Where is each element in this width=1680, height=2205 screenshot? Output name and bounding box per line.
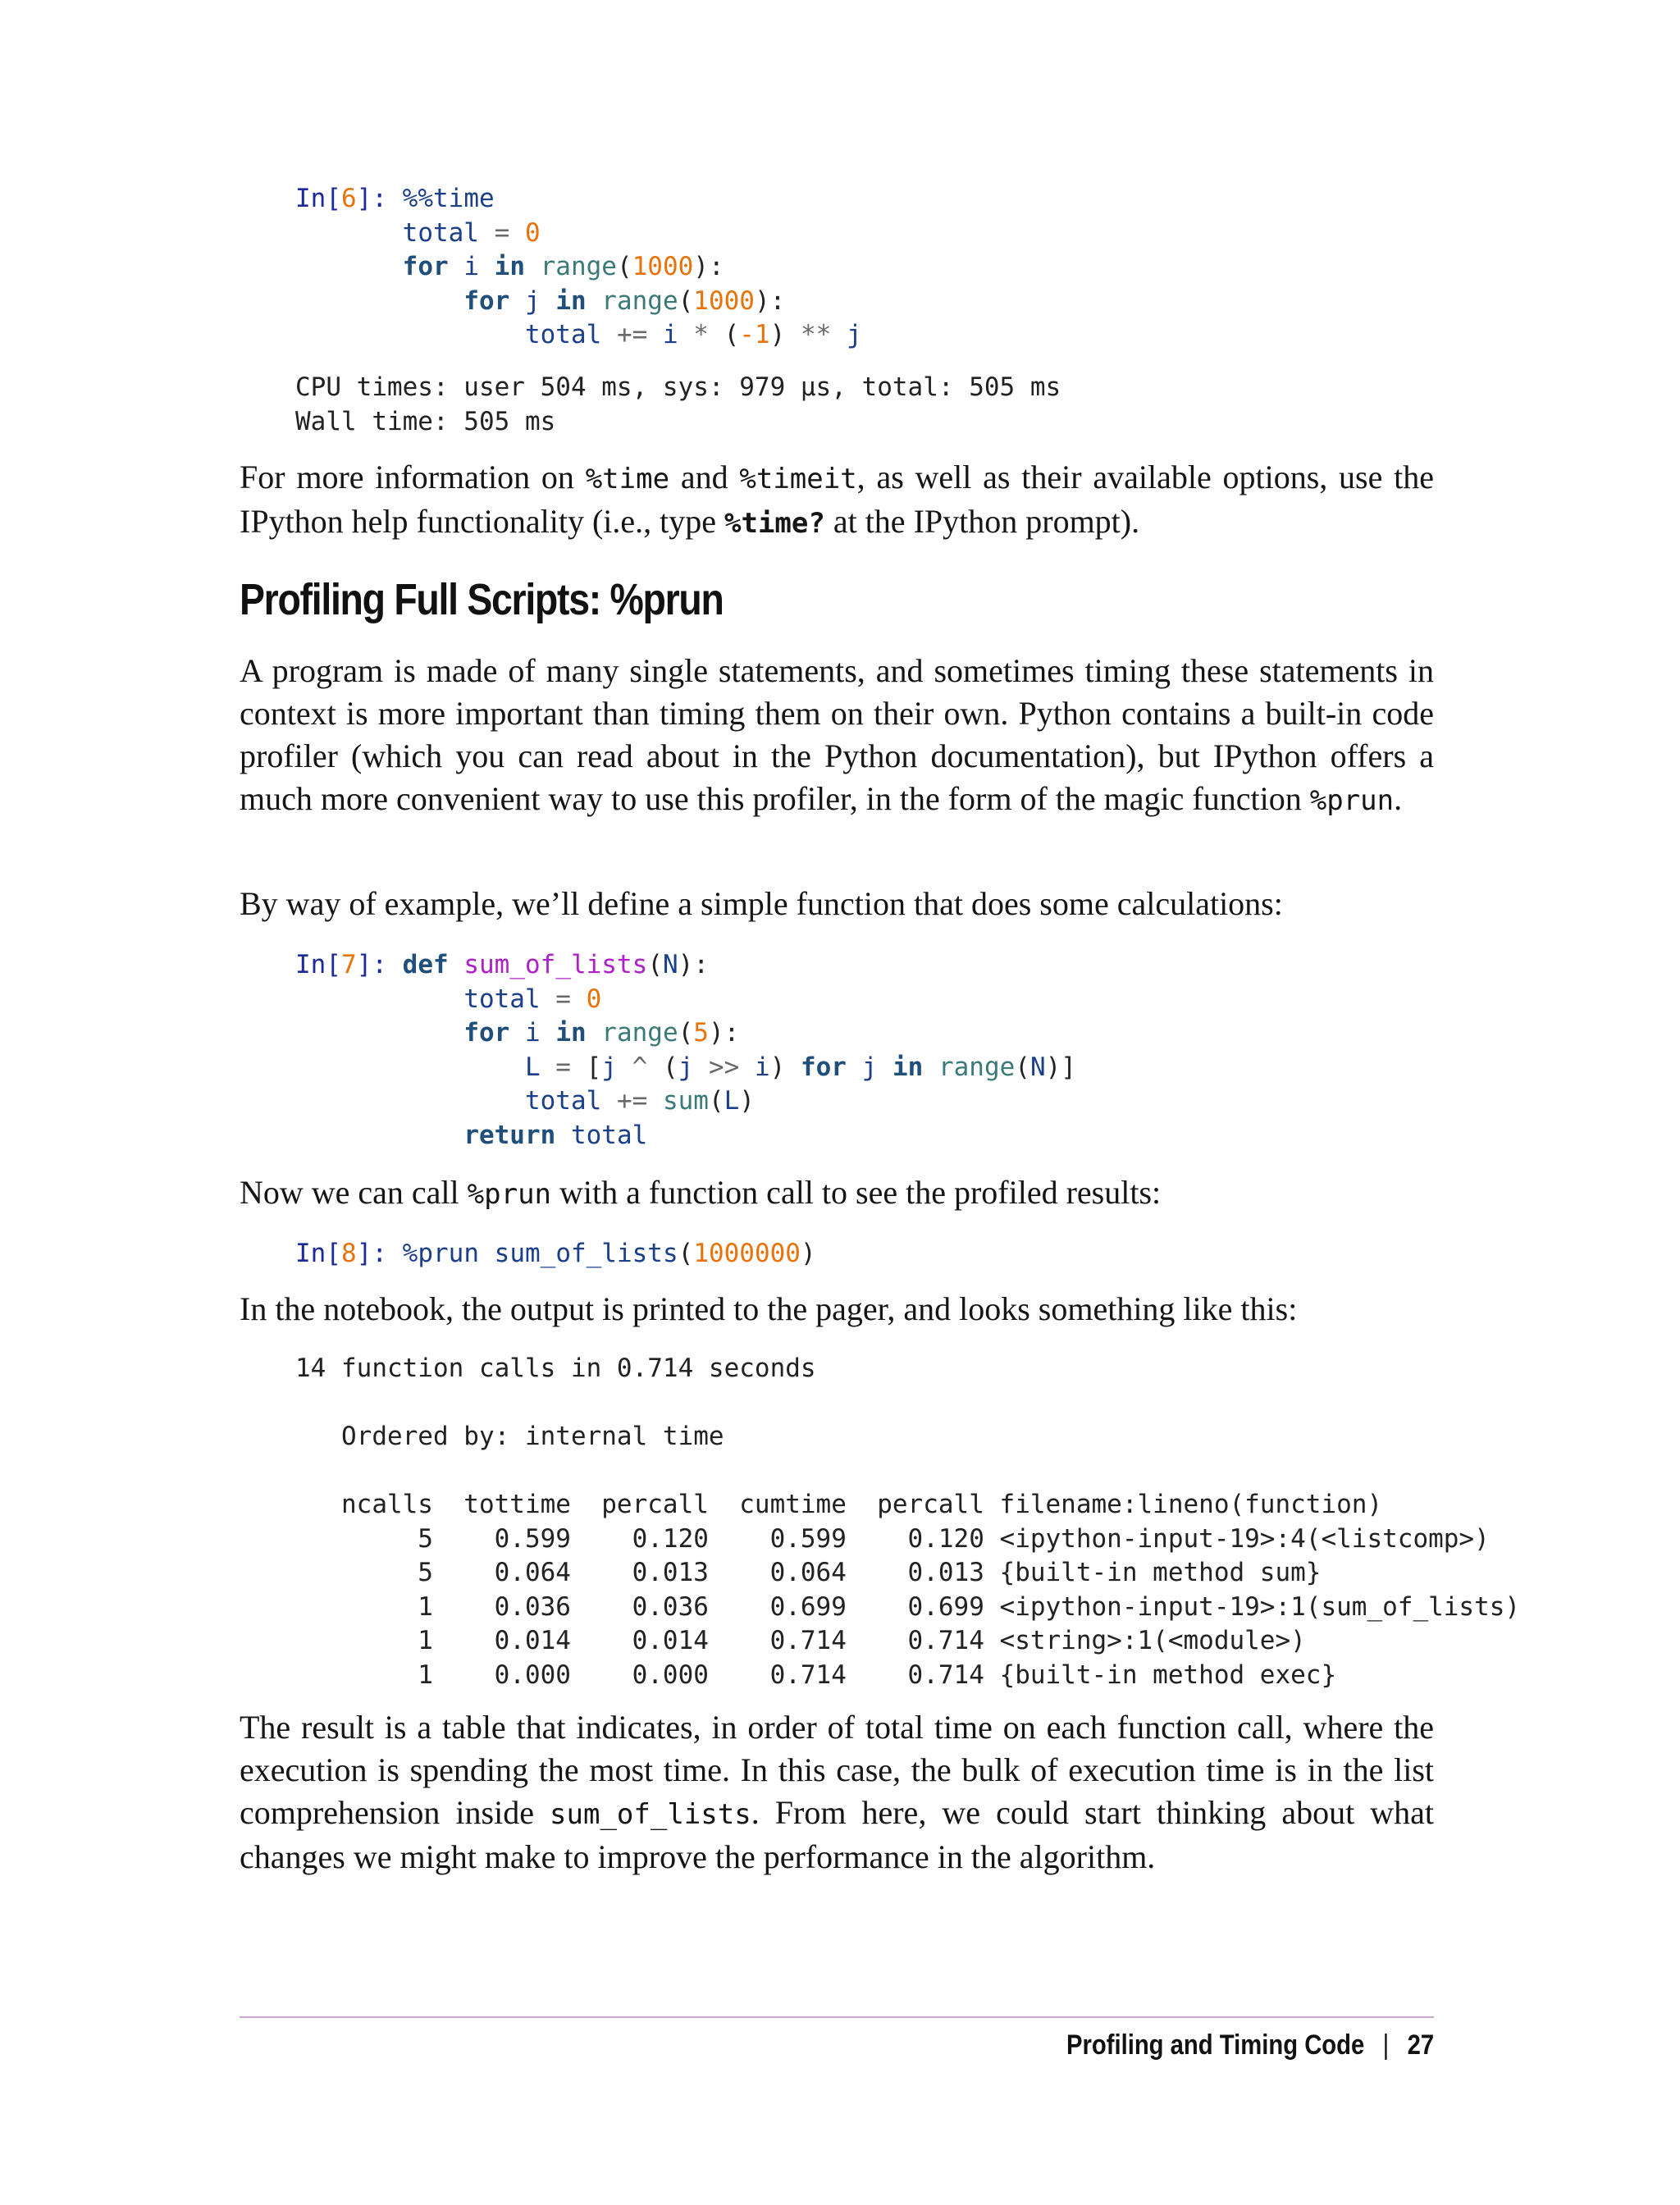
prompt-number: 8 bbox=[341, 1239, 357, 1268]
code-token: j bbox=[601, 1052, 617, 1082]
code-token: ) bbox=[739, 1086, 755, 1116]
code-token: ) bbox=[769, 1052, 801, 1082]
inline-code: %prun bbox=[467, 1178, 552, 1211]
inline-code: %timeit bbox=[739, 463, 857, 495]
code-token: 0 bbox=[524, 217, 541, 248]
profile-header: ncalls tottime percall cumtime percall filename:lineno(function) bbox=[295, 1490, 1383, 1519]
paragraph-result bbox=[240, 1706, 1434, 1879]
text-run: For more information on bbox=[240, 459, 586, 495]
paragraph-prun-intro bbox=[240, 650, 1434, 822]
magic-command: %%time bbox=[402, 184, 495, 213]
code-token: for bbox=[463, 1018, 510, 1048]
text-run: , as well as their available options, use the IPython help functionality (i.e., type bbox=[240, 459, 1434, 540]
profile-row: 1 0.036 0.036 0.699 0.699 <ipython-input-19>:1(sum_of_lists) bbox=[295, 1591, 1521, 1622]
code-token: j bbox=[846, 320, 862, 349]
code-token: ( bbox=[678, 1018, 694, 1048]
paragraph-time-help bbox=[240, 456, 1434, 545]
code-token: >> bbox=[693, 1052, 755, 1082]
paragraph-example: By way of example, we’ll define a simple function that does some calculations: bbox=[240, 885, 1283, 922]
code-token: i bbox=[509, 1018, 556, 1048]
inline-code: %time bbox=[585, 463, 670, 495]
code-token: total bbox=[463, 984, 541, 1014]
prompt-close: ]: bbox=[356, 1239, 403, 1268]
code-token: = bbox=[540, 984, 587, 1014]
code-cell-6 bbox=[295, 182, 862, 353]
code-token: ** bbox=[785, 320, 847, 349]
code-token: def bbox=[402, 950, 449, 979]
magic-command: %prun bbox=[402, 1239, 479, 1268]
code-token: ): bbox=[678, 950, 709, 979]
profile-ordered-by: Ordered by: internal time bbox=[295, 1422, 724, 1451]
code-token: )] bbox=[1045, 1052, 1076, 1082]
code-token: ) bbox=[800, 1239, 816, 1268]
text-run: A program is made of many single statements, and sometimes timing these statements in context is more important than timing them on their own. Python contains a built-in code profiler (which you can read about in the Python documentation), but IPython offers a much more convenient way to use this profiler, in the form of the magic function bbox=[240, 652, 1434, 817]
prompt-close: ]: bbox=[356, 184, 403, 213]
paragraph-call-prun bbox=[240, 1171, 1434, 1216]
text-run: . From here, we could start thinking about what changes we might make to improve the performance in the algorithm. bbox=[240, 1794, 1435, 1875]
text-run: at the IPython prompt). bbox=[824, 503, 1140, 540]
code-token: 0 bbox=[586, 984, 602, 1014]
profile-row: 1 0.000 0.000 0.714 0.714 {built-in method exec} bbox=[295, 1659, 1337, 1690]
inline-code: %prun bbox=[1309, 784, 1395, 817]
text-run: The result is a table that indicates, in order of total time on each function call, where the execution is spending the most time. In this case, the bulk of execution time is in the list comprehension inside bbox=[240, 1709, 1434, 1831]
inline-code: %time? bbox=[724, 507, 825, 540]
footer-section-title: Profiling and Timing Code bbox=[1066, 2029, 1365, 2061]
text-run: Now we can call bbox=[240, 1174, 468, 1211]
code-token: i bbox=[662, 320, 678, 349]
output-cell-6 bbox=[295, 371, 1061, 439]
code-token: += bbox=[601, 1086, 663, 1116]
code-token: ( bbox=[678, 285, 694, 316]
code-token: = bbox=[478, 217, 525, 248]
profile-row: 5 0.064 0.013 0.064 0.013 {built-in method sum} bbox=[295, 1558, 1322, 1587]
prompt-close: ]: bbox=[356, 950, 403, 979]
footer-rule bbox=[240, 2016, 1434, 2018]
code-token: ( bbox=[647, 950, 663, 979]
code-token: * bbox=[678, 320, 724, 349]
code-token: i bbox=[754, 1052, 770, 1082]
code-token: range bbox=[923, 1052, 1016, 1082]
prompt-in: In[ bbox=[295, 950, 341, 979]
code-token: 1000000 bbox=[693, 1239, 801, 1268]
code-token: range bbox=[586, 285, 678, 316]
footer-separator: | bbox=[1382, 2029, 1390, 2061]
code-token: total bbox=[555, 1120, 648, 1150]
prompt-number: 6 bbox=[341, 184, 357, 213]
profile-row: 5 0.599 0.120 0.599 0.120 <ipython-input-19>:4(<listcomp>) bbox=[295, 1523, 1490, 1554]
code-token: sum_of_lists bbox=[448, 950, 648, 979]
code-token: range bbox=[586, 1018, 678, 1048]
code-token: in bbox=[892, 1052, 924, 1082]
code-token: ): bbox=[754, 285, 786, 316]
code-token: ( bbox=[1015, 1052, 1030, 1082]
code-token: ): bbox=[693, 252, 724, 281]
page-footer bbox=[1066, 2029, 1434, 2061]
text-run: . bbox=[1394, 780, 1403, 817]
code-token: 1000 bbox=[632, 252, 694, 281]
code-token: = bbox=[540, 1052, 587, 1082]
profile-output bbox=[295, 1352, 1520, 1692]
code-token: N bbox=[662, 950, 678, 979]
code-token: ) bbox=[769, 320, 786, 349]
code-token: total bbox=[402, 217, 479, 248]
prompt-in: In[ bbox=[295, 1239, 341, 1268]
code-token: for bbox=[402, 252, 449, 281]
code-token: range bbox=[524, 252, 617, 281]
code-token: 1000 bbox=[693, 285, 755, 316]
code-token: in bbox=[555, 285, 587, 316]
code-token: ( bbox=[662, 1052, 678, 1082]
code-cell-8 bbox=[295, 1237, 816, 1271]
text-run: and bbox=[669, 459, 740, 495]
code-token: j bbox=[846, 1052, 892, 1082]
prompt-in: In[ bbox=[295, 184, 341, 213]
code-token: in bbox=[494, 252, 525, 281]
code-token: ): bbox=[708, 1018, 740, 1048]
code-token: in bbox=[555, 1018, 587, 1048]
prompt-number: 7 bbox=[341, 950, 357, 979]
code-token: i bbox=[448, 252, 495, 281]
inline-code: sum_of_lists bbox=[550, 1798, 751, 1831]
cpu-times-line: CPU times: user 504 ms, sys: 979 µs, total: 505 ms bbox=[295, 372, 1061, 402]
code-token: for bbox=[463, 285, 510, 316]
code-token: sum_of_lists bbox=[479, 1239, 678, 1268]
code-token: L bbox=[724, 1086, 740, 1116]
code-token: for bbox=[800, 1052, 847, 1082]
code-token: j bbox=[678, 1052, 694, 1082]
code-token: -1 bbox=[739, 320, 770, 349]
code-token: += bbox=[601, 320, 663, 349]
code-token: return bbox=[463, 1120, 556, 1150]
profile-summary: 14 function calls in 0.714 seconds bbox=[295, 1354, 816, 1383]
text-run: with a function call to see the profiled results: bbox=[551, 1174, 1162, 1211]
wall-time-line: Wall time: 505 ms bbox=[295, 406, 556, 436]
paragraph-pager: In the notebook, the output is printed to the pager, and looks something like this: bbox=[240, 1290, 1298, 1327]
code-token: [ bbox=[586, 1052, 602, 1082]
code-token: ( bbox=[708, 1086, 724, 1116]
code-token: ( bbox=[678, 1239, 694, 1268]
profile-row: 1 0.014 0.014 0.714 0.714 <string>:1(<module>) bbox=[295, 1626, 1306, 1655]
code-token: 5 bbox=[693, 1018, 709, 1048]
code-token: N bbox=[1029, 1052, 1046, 1082]
code-token: j bbox=[509, 285, 556, 316]
code-token: sum bbox=[662, 1086, 709, 1116]
code-token: ( bbox=[724, 320, 740, 349]
code-token: ( bbox=[616, 252, 632, 281]
section-heading: Profiling Full Scripts: %prun bbox=[240, 575, 724, 624]
code-cell-7 bbox=[295, 948, 1076, 1153]
code-token: L bbox=[524, 1052, 541, 1082]
code-token: total bbox=[524, 1086, 602, 1116]
code-token: ^ bbox=[616, 1052, 663, 1082]
code-token: total bbox=[524, 320, 602, 349]
page-number: 27 bbox=[1407, 2029, 1434, 2061]
